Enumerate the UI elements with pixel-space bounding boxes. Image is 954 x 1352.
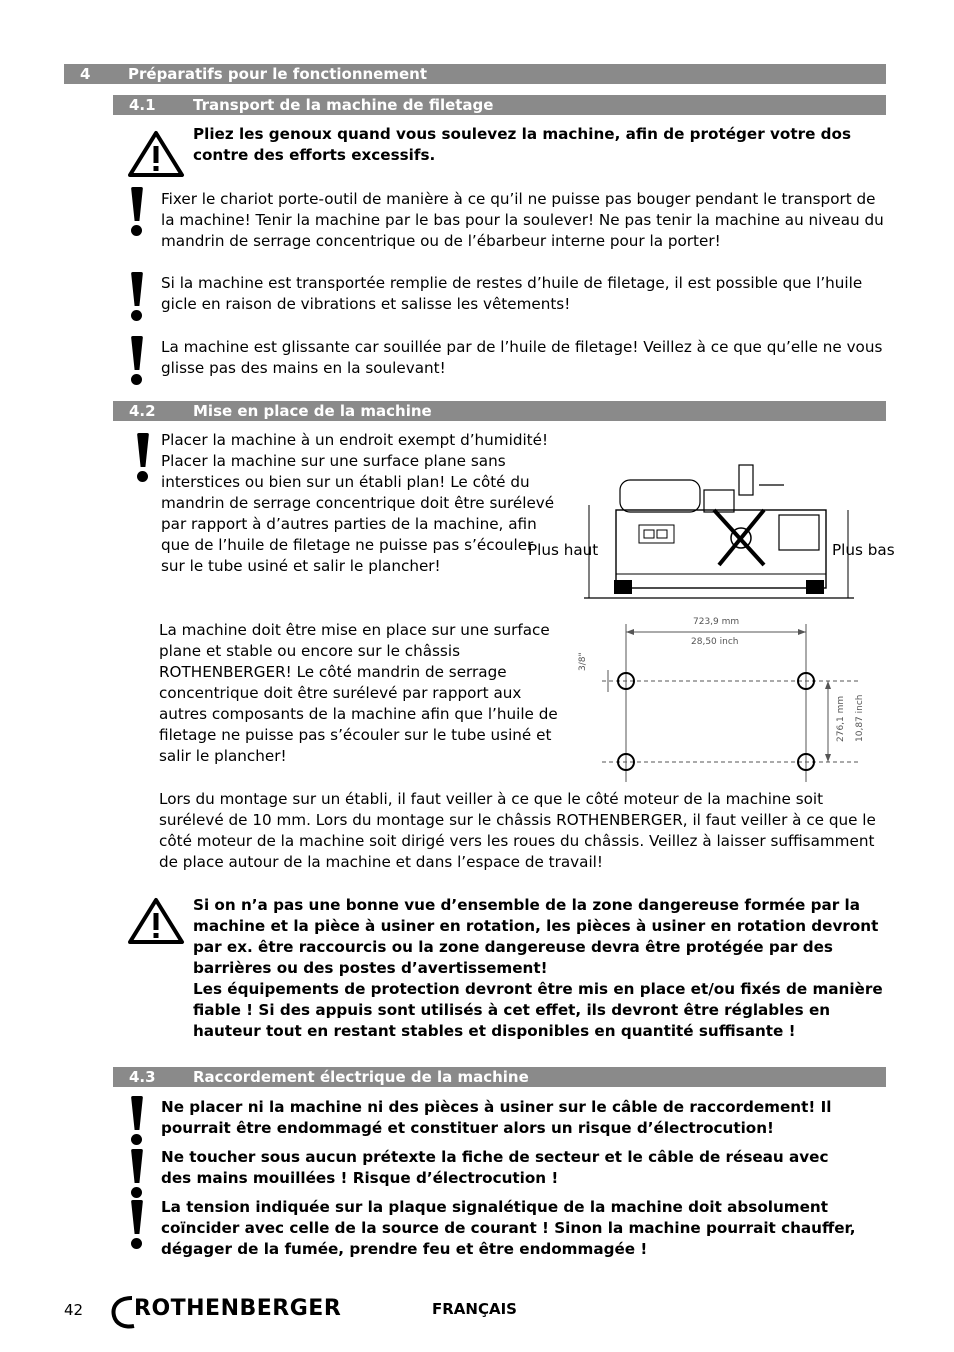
figure-label-right: Plus bas (832, 541, 895, 559)
brand-logo (108, 1294, 348, 1330)
note-text: Placer la machine à un endroit exempt d’humidité! Placer la machine sur une surface plane sans interstices ou bien sur un établi plan! Le côté du mandrin de serrage concentrique doit être surélevé par rapport à d’autres parties de la machine, afin que de l’huile de filetage ne puisse pas s’écouler sur le tube usiné et salir le plancher! (161, 431, 555, 575)
note-text: La machine est glissante car souillée par de l’huile de filetage! Veillez à ce que qu’elle ne vous glisse pas des mains en la soulevant! (161, 338, 883, 377)
section-number: 4.2 (129, 402, 156, 420)
note-text: Si la machine est transportée remplie de restes d’huile de filetage, il est possible que l’huile gicle en raison de vibrations et salisse les vêtements! (161, 274, 863, 313)
section-title: Raccordement électrique de la machine (193, 1068, 529, 1086)
warning-triangle-icon (127, 897, 185, 945)
dimension-width-inch: 28,50 inch (691, 637, 739, 647)
section-title: Transport de la machine de filetage (193, 96, 494, 114)
machine-figure (584, 450, 854, 602)
page-number: 42 (64, 1301, 84, 1319)
note-text: La tension indiquée sur la plaque signalétique de la machine doit absolument coïncider avec celle de la source de courant ! Sinon la machine pourrait chauffer, dégager de la fumée, prendre feu et être endommagée ! (161, 1198, 856, 1258)
section-4-header (64, 64, 886, 84)
paragraph: La machine doit être mise en place sur une surface plane et stable ou encore sur le châssis ROTHENBERGER! Le côté mandrin de serrage concentrique doit être surélevé par rapport aux autres composants de la machine afin que l’huile de filetage ne puisse pas s’écouler sur le tube usiné et salir le plancher! (159, 621, 558, 765)
exclamation-icon (127, 1200, 147, 1250)
dimension-width-mm: 723,9 mm (693, 617, 740, 627)
section-4-3-header (113, 1067, 886, 1087)
section-title: Préparatifs pour le fonctionnement (128, 65, 428, 83)
section-4-1-header (113, 95, 886, 115)
warning-text: Pliez les genoux quand vous soulevez la machine, afin de protéger votre dos contre des efforts excessifs. (193, 125, 852, 164)
section-4-2-header (113, 401, 886, 421)
note-text: Ne toucher sous aucun prétexte la fiche de secteur et le câble de réseau avec des mains mouillées ! Risque d’électrocution ! (161, 1148, 829, 1187)
brand-name: ROTHENBERGER (134, 1296, 342, 1321)
section-number: 4.3 (129, 1068, 156, 1086)
dimension-hole: 3/8" (578, 652, 588, 671)
paragraph: Lors du montage sur un établi, il faut veiller à ce que le côté moteur de la machine soit surélevé de 10 mm. Lors du montage sur le châssis ROTHENBERGER, il faut veiller à ce que le côté moteur de la machine soit dirigé vers les roues du châssis. Veillez à laisser suffisamment de place autour de la machine et dans l’espace de travail! (159, 790, 876, 871)
warning-triangle-icon (127, 130, 185, 178)
section-title: Mise en place de la machine (193, 402, 432, 420)
exclamation-icon (127, 336, 147, 386)
warning-text: Si on n’a pas une bonne vue d’ensemble de la zone dangereuse formée par la machine et la pièce à usiner en rotation, les pièces à usiner en rotation devront par ex. être raccourcis ou la zone dangereuse devra être protégée par des barrières ou des postes d’avertissement! Les équipements de protection devront être mis en place et/ou fixés de manière fiable ! Si des appuis sont utilisés à cet effet, ils devront être réglables en hauteur tout en restant stables et disponibles en quantité suffisante ! (193, 896, 883, 1040)
exclamation-icon (127, 1096, 147, 1146)
exclamation-icon (127, 1149, 147, 1199)
note-text: Fixer le chariot porte-outil de manière à ce qu’il ne puisse pas bouger pendant le transport de la machine! Tenir la machine par le bas pour la soulever! Ne pas tenir la machine au niveau du mandrin de serrage concentrique ou de l’ébarbeur interne pour la porter! (161, 190, 884, 250)
section-number: 4 (80, 65, 91, 83)
exclamation-icon (127, 187, 147, 237)
figure-label-left: Plus haut (528, 541, 599, 559)
dimension-height-inch: 10,87 inch (855, 694, 865, 742)
exclamation-icon (127, 272, 147, 322)
dimension-height-mm: 276,1 mm (836, 695, 846, 742)
section-number: 4.1 (129, 96, 156, 114)
note-text: Ne placer ni la machine ni des pièces à usiner sur le câble de raccordement! Il pourrait être endommagé et constituer alors un risque d’électrocution! (161, 1098, 832, 1137)
exclamation-icon (133, 433, 153, 483)
language-label: FRANÇAIS (432, 1300, 517, 1318)
